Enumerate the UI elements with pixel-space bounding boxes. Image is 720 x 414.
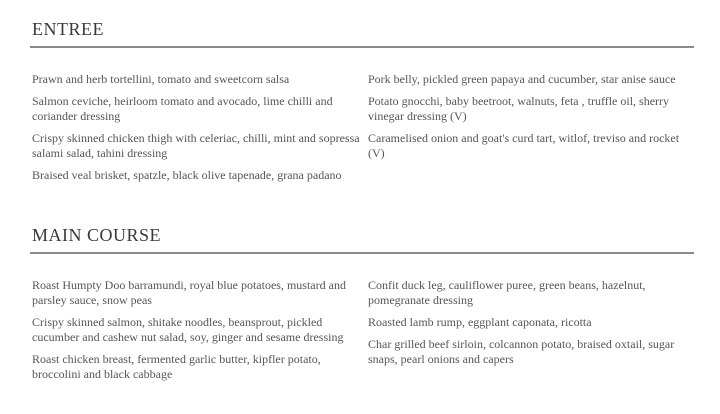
main-left-column [32, 278, 362, 389]
main-right-column [368, 278, 688, 374]
menu-item: Pork belly, pickled green papaya and cucumber, star anise sauce [368, 72, 676, 86]
entree-left-column [32, 72, 362, 190]
entree-section [30, 18, 694, 182]
section-title: MAIN COURSE [32, 225, 162, 245]
divider [30, 252, 694, 254]
menu-item: Crispy skinned chicken thigh with celeriac, chilli, mint and sopressa salami salad, tahini dressing [32, 131, 360, 160]
menu-item: Potato gnocchi, baby beetroot, walnuts, feta , truffle oil, sherry vinegar dressing (V) [368, 94, 670, 123]
menu-item: Caramelised onion and goat's curd tart, witlof, treviso and rocket (V) [368, 131, 680, 160]
menu-item: Char grilled beef sirloin, colcannon potato, braised oxtail, sugar snaps, pearl onions and capers [368, 337, 675, 366]
menu-item: Salmon ceviche, heirloom tomato and avocado, lime chilli and coriander dressing [32, 94, 333, 123]
menu-item: Crispy skinned salmon, shitake noodles, beansprout, pickled cucumber and cashew nut salad, soy, ginger and sesame dressing [32, 315, 344, 344]
main-course-section [30, 224, 694, 381]
menu-item: Roasted lamb rump, eggplant caponata, ricotta [368, 315, 592, 329]
menu-item: Confit duck leg, cauliflower puree, green beans, hazelnut, pomegranate dressing [368, 278, 646, 307]
menu-item: Roast Humpty Doo barramundi, royal blue potatoes, mustard and parsley sauce, snow peas [32, 278, 346, 307]
menu-item: Roast chicken breast, fermented garlic butter, kipfler potato, broccolini and black cabbage [32, 352, 321, 381]
divider [30, 46, 694, 48]
menu-item: Prawn and herb tortellini, tomato and sweetcorn salsa [32, 72, 290, 86]
section-title: ENTREE [32, 19, 104, 39]
entree-right-column [368, 72, 688, 168]
menu-item: Braised veal brisket, spatzle, black olive tapenade, grana padano [32, 168, 342, 182]
